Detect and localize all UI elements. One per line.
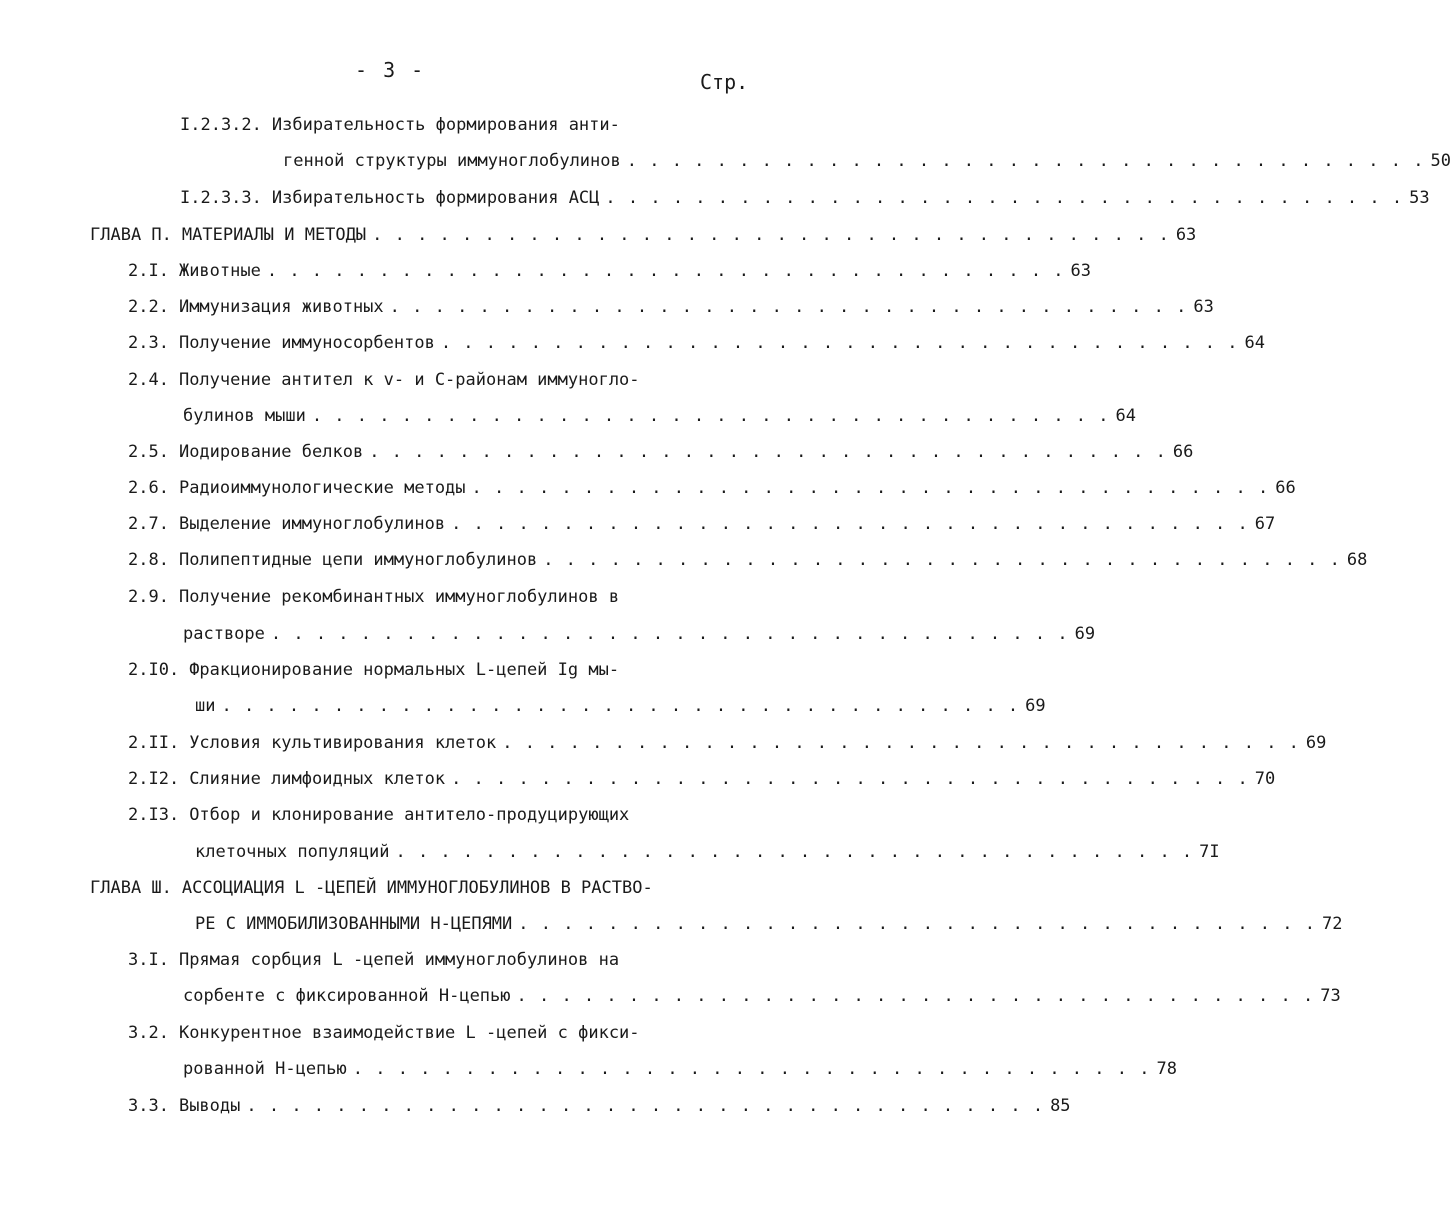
toc-leader: . . . . . . . . . . . . . . . . . . . . . . . . . . . . . . . . . . . . bbox=[451, 514, 1249, 534]
toc-leader: . . . . . . . . . . . . . . . . . . . . . . . . . . . . . . . . . . . . bbox=[395, 842, 1194, 862]
toc-line bbox=[195, 839, 1220, 865]
toc-page-ref: 69 bbox=[1025, 696, 1046, 716]
toc-page-ref: 64 bbox=[1244, 333, 1265, 353]
toc-leader: . . . . . . . . . . . . . . . . . . . . . . . . . . . . . . . . . . . . bbox=[471, 478, 1270, 498]
toc-title: клеточных популяций bbox=[195, 842, 390, 862]
toc-page-ref: 53 bbox=[1409, 188, 1430, 208]
toc-line bbox=[128, 367, 743, 393]
toc-number: ГЛАВА П. bbox=[90, 225, 172, 245]
toc-line bbox=[128, 294, 1214, 320]
toc-leader: . . . . . . . . . . . . . . . . . . . . . . . . . . . . . . . . . . . . bbox=[626, 151, 1425, 171]
toc-number: 2.I2. bbox=[128, 769, 180, 789]
toc-title: Получение рекомбинантных иммуноглобулинов в bbox=[178, 587, 620, 607]
toc-title: Фракционирование нормальных L-цепей Ig мы- bbox=[189, 660, 620, 680]
toc-title: Условия культивирования клеток bbox=[189, 733, 497, 753]
toc-line bbox=[128, 947, 743, 973]
toc-line bbox=[128, 584, 743, 610]
toc-line bbox=[195, 693, 1046, 719]
toc-number: 2.II. bbox=[128, 733, 180, 753]
toc-line bbox=[195, 911, 1343, 937]
toc-leader: . . . . . . . . . . . . . . . . . . . . . . . . . . . . . . . . . . . . bbox=[518, 914, 1316, 934]
toc-leader: . . . . . . . . . . . . . . . . . . . . . . . . . . . . . . . . . . . . bbox=[502, 733, 1300, 753]
toc-title: Конкурентное взаимодействие L -цепей с фикси- bbox=[178, 1023, 640, 1043]
toc-number: 2.6. bbox=[128, 478, 169, 498]
toc-title: АССОЦИАЦИЯ L -ЦЕПЕЙ ИММУНОГЛОБУЛИНОВ В РАСТВО- bbox=[181, 878, 653, 898]
toc-leader: . . . . . . . . . . . . . . . . . . . . . . . . . . . . . . . . . . . . bbox=[440, 333, 1239, 353]
toc-line bbox=[128, 730, 1327, 756]
toc-page-ref: 78 bbox=[1156, 1059, 1177, 1079]
toc-line bbox=[128, 258, 1092, 284]
toc-page-ref: 68 bbox=[1346, 550, 1368, 570]
toc-title: РЕ С ИММОБИЛИЗОВАННЫМИ Н-ЦЕПЯМИ bbox=[195, 914, 513, 934]
toc-page-ref: 69 bbox=[1305, 733, 1327, 753]
toc-title: Выделение иммуноглобулинов bbox=[178, 514, 446, 534]
toc-leader: . . . . . . . . . . . . . . . . . . . . . . . . . . . . . . . . . . . . bbox=[221, 696, 1020, 716]
toc-title: булинов мыши bbox=[183, 406, 306, 426]
toc-line bbox=[183, 1056, 1177, 1082]
toc-line bbox=[128, 766, 1276, 792]
toc-page-ref: 67 bbox=[1254, 514, 1276, 534]
toc-line bbox=[128, 547, 1368, 573]
toc-number: 2.2. bbox=[128, 297, 169, 317]
toc-title: Получение иммуносорбентов bbox=[178, 333, 435, 353]
toc-title: рованной Н-цепью bbox=[183, 1059, 347, 1079]
toc-title: Слияние лимфоидных клеток bbox=[189, 769, 446, 789]
toc-leader: . . . . . . . . . . . . . . . . . . . . . . . . . . . . . . . . . . . . bbox=[516, 986, 1315, 1006]
toc-title: Получение антител к v- и С-районам иммуногло- bbox=[178, 370, 640, 390]
toc-title: Прямая сорбция L -цепей иммуноглобулинов на bbox=[178, 950, 620, 970]
toc-page-ref: 72 bbox=[1321, 914, 1343, 934]
page-column-header: Стр. bbox=[700, 70, 749, 94]
toc-number: 2.8. bbox=[128, 550, 169, 570]
toc-number: 2.I3. bbox=[128, 805, 180, 825]
toc-number: 2.I. bbox=[128, 261, 169, 281]
toc-number: 3.3. bbox=[128, 1096, 169, 1116]
toc-title: генной структуры иммуноглобулинов bbox=[283, 151, 621, 171]
toc-number: 2.I0. bbox=[128, 660, 180, 680]
toc-title: Полипептидные цепи иммуноглобулинов bbox=[178, 550, 538, 570]
toc-title: МАТЕРИАЛЫ И МЕТОДЫ bbox=[181, 225, 367, 245]
toc-page-ref: 69 bbox=[1074, 624, 1096, 644]
toc-line bbox=[128, 511, 1276, 537]
toc-line bbox=[128, 439, 1194, 465]
toc-line bbox=[183, 983, 1341, 1009]
toc-title: ши bbox=[195, 696, 216, 716]
toc-line bbox=[128, 1093, 1071, 1119]
toc-title: Выводы bbox=[178, 1096, 241, 1116]
toc-title: Отбор и клонирование антитело-продуцирующих bbox=[189, 805, 630, 825]
toc-page-ref: 66 bbox=[1172, 442, 1194, 462]
toc-number: 3.I. bbox=[128, 950, 169, 970]
toc-leader: . . . . . . . . . . . . . . . . . . . . . . . . . . . . . . . . . . . . bbox=[389, 297, 1188, 317]
toc-number: 2.7. bbox=[128, 514, 169, 534]
toc-number: ГЛАВА Ш. bbox=[90, 878, 172, 898]
toc-line bbox=[128, 657, 743, 683]
toc-number: 2.5. bbox=[128, 442, 169, 462]
toc-leader: . . . . . . . . . . . . . . . . . . . . . . . . . . . . . . . . . . . . bbox=[246, 1096, 1045, 1116]
toc-number: 2.4. bbox=[128, 370, 169, 390]
toc-line bbox=[180, 112, 740, 138]
toc-line bbox=[183, 621, 1096, 647]
toc-line bbox=[180, 185, 1430, 211]
toc-title: Животные bbox=[178, 261, 261, 281]
toc-leader: . . . . . . . . . . . . . . . . . . . . . . . . . . . . . . . . . . . . bbox=[266, 261, 1065, 281]
toc-line bbox=[90, 875, 743, 901]
toc-title: сорбенте с фиксированной Н-цепью bbox=[183, 986, 511, 1006]
toc-line bbox=[283, 148, 1451, 174]
toc-number: 3.2. bbox=[128, 1023, 169, 1043]
toc-line bbox=[128, 1020, 743, 1046]
toc-title: Иммунизация животных bbox=[178, 297, 384, 317]
toc-page-ref: 63 bbox=[1193, 297, 1214, 317]
toc-leader: . . . . . . . . . . . . . . . . . . . . . . . . . . . . . . . . . . . . bbox=[369, 442, 1167, 462]
toc-title: Избирательность формирования АСЦ bbox=[271, 188, 600, 208]
toc-leader: . . . . . . . . . . . . . . . . . . . . . . . . . . . . . . . . . . . . bbox=[270, 624, 1069, 644]
toc-leader: . . . . . . . . . . . . . . . . . . . . . . . . . . . . . . . . . . . . bbox=[605, 188, 1404, 208]
toc-leader: . . . . . . . . . . . . . . . . . . . . . . . . . . . . . . . . . . . . bbox=[372, 225, 1170, 245]
toc-page-ref: 64 bbox=[1115, 406, 1136, 426]
toc-page-ref: 50 bbox=[1430, 151, 1451, 171]
toc-leader: . . . . . . . . . . . . . . . . . . . . . . . . . . . . . . . . . . . . bbox=[451, 769, 1249, 789]
toc-line bbox=[128, 330, 1265, 356]
toc-page-ref: 63 bbox=[1070, 261, 1092, 281]
toc-page-ref: 7I bbox=[1199, 842, 1220, 862]
toc-page-ref: 85 bbox=[1050, 1096, 1071, 1116]
toc-number: 2.9. bbox=[128, 587, 169, 607]
page-number: - 3 - bbox=[355, 58, 426, 82]
toc-number: I.2.3.3. bbox=[180, 188, 262, 208]
toc-title: Избирательность формирования анти- bbox=[271, 115, 620, 135]
toc-page-ref: 73 bbox=[1320, 986, 1341, 1006]
toc-page-ref: 63 bbox=[1175, 225, 1197, 245]
toc-line bbox=[128, 475, 1296, 501]
toc-line bbox=[90, 222, 1197, 248]
toc-leader: . . . . . . . . . . . . . . . . . . . . . . . . . . . . . . . . . . . . bbox=[352, 1059, 1151, 1079]
toc-title: Иодирование белков bbox=[178, 442, 364, 462]
toc-number: I.2.3.2. bbox=[180, 115, 262, 135]
toc-page-ref: 70 bbox=[1254, 769, 1276, 789]
toc-title: растворе bbox=[183, 624, 265, 644]
toc-number: 2.3. bbox=[128, 333, 169, 353]
toc-leader: . . . . . . . . . . . . . . . . . . . . . . . . . . . . . . . . . . . . bbox=[311, 406, 1110, 426]
toc-line bbox=[128, 802, 743, 828]
toc-page-ref: 66 bbox=[1275, 478, 1296, 498]
toc-title: Радиоиммунологические методы bbox=[178, 478, 466, 498]
toc-line bbox=[183, 403, 1136, 429]
toc-leader: . . . . . . . . . . . . . . . . . . . . . . . . . . . . . . . . . . . . bbox=[543, 550, 1341, 570]
